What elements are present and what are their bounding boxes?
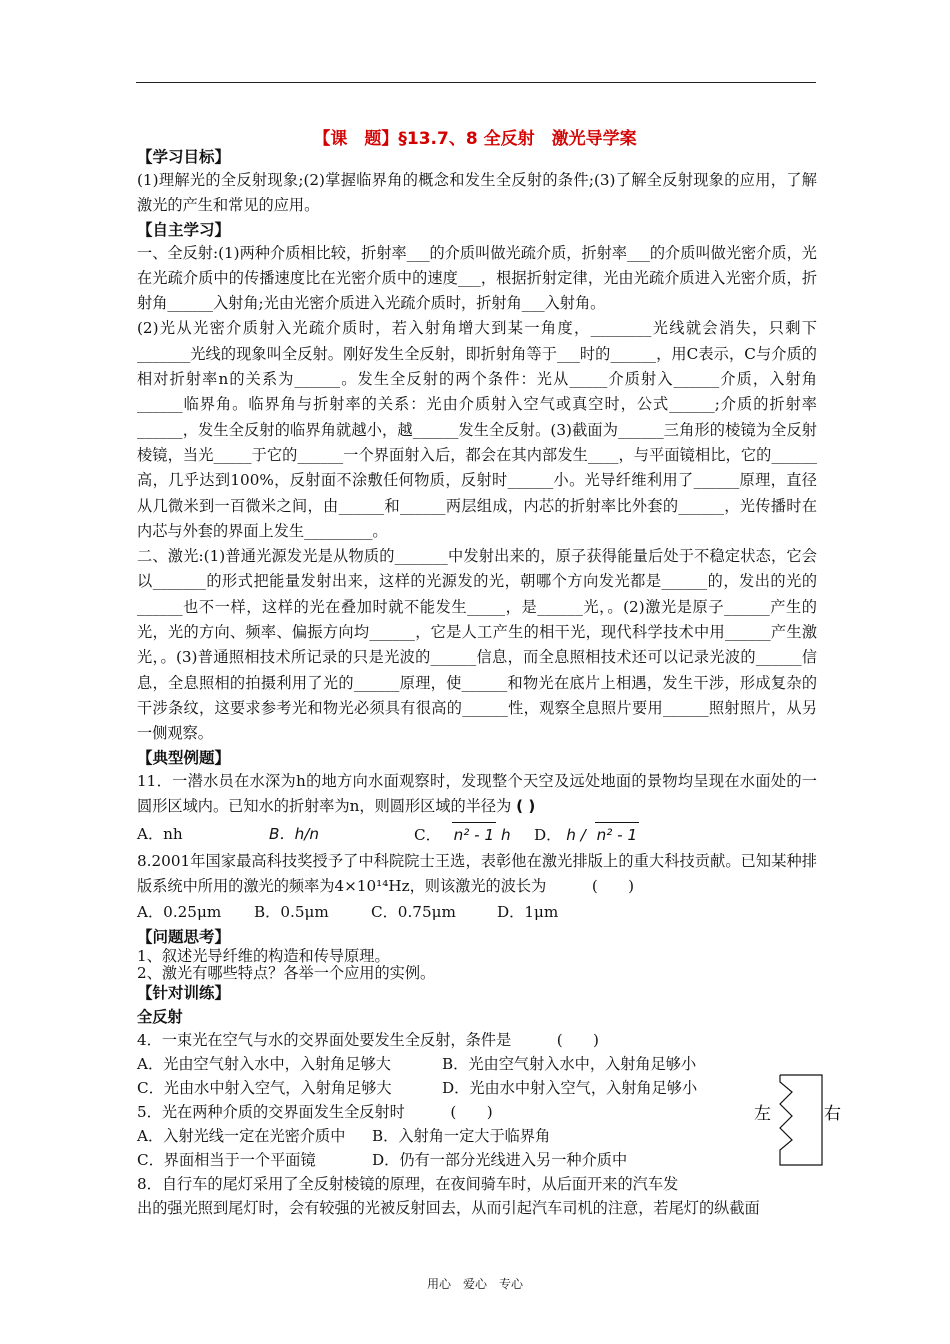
question-5-options-row2 xyxy=(137,1148,817,1172)
heading-think: 【问题思考】 xyxy=(137,927,231,946)
q8-option-a: A．0.25μm xyxy=(137,902,222,921)
question-4: 4．一束光在空气与水的交界面处要发生全反射，条件是 ( ) xyxy=(137,1030,599,1049)
q11-option-c-label: C． xyxy=(414,826,441,845)
heading-examples: 【典型例题】 xyxy=(137,748,231,767)
question-11-text: 11．一潜水员在水深为h的地方向水面观察时，发现整个天空及远处地面的景物均呈现在水面处的一圆形区域内。已知水的折射率为n，则圆形区域的半径为 xyxy=(137,771,817,815)
question-4-options-row1 xyxy=(137,1052,817,1076)
q5-option-c: C．界面相当于一个平面镜 xyxy=(137,1150,316,1169)
page-footer: 用心 爱心 专心 xyxy=(426,1277,523,1291)
question-4-options-row2 xyxy=(137,1076,817,1100)
q11-option-d xyxy=(534,822,639,847)
self-study-total-reflection-1: 一、全反射:(1)两种介质相比较，折射率___的介质叫做光疏介质，折射率___的介质叫做光密介质，光在光疏介质中的传播速度比在光密介质中的速度___，根据折射定律，光由光疏介质进入光密介质，折射角______入射角;光由光密介质进入光疏介质时，折射角___入射角。 xyxy=(137,243,817,313)
q8-option-c: C．0.75μm xyxy=(371,902,456,921)
heading-goals: 【学习目标】 xyxy=(137,148,231,166)
diagram-right-label: 右 xyxy=(824,1104,841,1124)
q11-option-d-h: h / xyxy=(566,826,586,845)
diagram-left-label: 左 xyxy=(754,1104,771,1124)
q5-option-a: A．入射光线一定在光密介质中 xyxy=(137,1126,346,1145)
header-rule xyxy=(136,82,816,83)
q4-option-d: D．光由水中射入空气，入射角足够小 xyxy=(442,1078,698,1097)
question-11-options xyxy=(137,822,817,847)
q11-option-d-radical: n² - 1 xyxy=(595,822,640,847)
self-study-total-reflection-2: (2)光从光密介质射入光疏介质时，若入射角增大到某一角度，________光线就会消失，只剩下_______光线的现象叫全反射。刚好发生全反射，即折射角等于___时的______，用C表示，C与介质的相对折射率n的关系为______。发生全反射的两个条件：光从_____介质射入______介质，入射角______临界角。临界角与折射率的关系：光由介质射入空气或真空时，公式______;介质的折射率______，发生全反射的临界角就越小，越______发生全反射。(3)截面为______三角形的棱镜为全反射棱镜，当光_____于它的______一个界面射入后，都会在其内部发生____，与平面镜相比，它的______高，几乎达到100%，反射面不涂敷任何物质，反射时______小。光导纤维利用了______原理，直径从几微米到一百微米之间，由______和______两层组成，内芯的折射率比外套的______，光传播时在内芯与外套的界面上发生_________。 xyxy=(137,319,817,540)
goals-text: (1)理解光的全反射现象;(2)掌握临界角的概念和发生全反射的条件;(3)了解全反射现象的应用，了解激光的产生和常见的应用。 xyxy=(137,171,817,215)
q11-option-c-radical: n² - 1 xyxy=(452,822,497,847)
question-11-paren: ( ) xyxy=(516,796,536,815)
taillight-diagram xyxy=(752,1070,842,1170)
heading-self-study: 【自主学习】 xyxy=(137,220,231,239)
q11-option-b: B．h/n xyxy=(269,825,319,844)
page-title: 【课 题】§13.7、8 全反射 激光导学案 xyxy=(313,129,637,149)
q4-option-a: A．光由空气射入水中，入射角足够大 xyxy=(137,1054,391,1073)
q11-option-d-label: D． xyxy=(534,826,562,845)
q4-option-b: B．光由空气射入水中，入射角足够小 xyxy=(442,1054,697,1073)
think-item-2: 2、激光有哪些特点？各举一个应用的实例。 xyxy=(137,963,436,982)
document-body xyxy=(137,146,817,1220)
q8-option-b: B．0.5μm xyxy=(254,902,329,921)
q4-option-c: C．光由水中射入空气，入射角足够大 xyxy=(137,1078,392,1097)
question-8-taillight-line1: 8．自行车的尾灯采用了全反射棱镜的原理，在夜间骑车时，从后面开来的汽车发 xyxy=(137,1174,679,1193)
think-item-1: 1、叙述光导纤维的构造和传导原理。 xyxy=(137,946,390,965)
question-5: 5．光在两种介质的交界面发生全反射时 ( ) xyxy=(137,1102,493,1121)
question-8-laser: 8.2001年国家最高科技奖授予了中科院院士王选，表彰他在激光排版上的重大科技贡献。已知某种排版系统中所用的激光的频率为4×10¹⁴Hz，则该激光的波长为 ( ) xyxy=(137,852,817,896)
question-8-taillight-line2: 出的强光照到尾灯时，会有较强的光被反射回去，从而引起汽车司机的注意，若尾灯的纵截面 xyxy=(137,1198,760,1217)
q5-option-b: B．入射角一定大于临界角 xyxy=(372,1126,551,1145)
question-8-laser-options xyxy=(137,900,817,924)
heading-training: 【针对训练】 xyxy=(137,983,231,1002)
q11-option-c-h: h xyxy=(500,826,511,845)
taillight-cross-section xyxy=(752,1070,842,1170)
q8-option-d: D．1μm xyxy=(497,902,559,921)
q11-option-c xyxy=(414,822,534,847)
subheading-total-reflection: 全反射 xyxy=(137,1007,183,1026)
q11-option-a: A．nh xyxy=(137,825,183,844)
question-5-options-row1 xyxy=(137,1124,817,1148)
question-11 xyxy=(137,769,817,820)
q5-option-d: D．仍有一部分光线进入另一种介质中 xyxy=(372,1150,628,1169)
self-study-laser: 二、激光:(1)普通光源发光是从物质的_______中发射出来的，原子获得能量后处于不稳定状态，它会以_______的形式把能量发射出来，这样的光源发的光，朝哪个方向发光都是______的，发出的光的______也不一样，这样的光在叠加时就不能发生_____，是______光，。(2)激光是原子______产生的光，光的方向、频率、偏振方向均______，它是人工产生的相干光，现代科学技术中用______产生激光，。(3)普通照相技术所记录的只是光波的______信息，而全息照相技术还可以记录光波的______信息，全息照相的拍摄利用了光的______原理，使______和物光在底片上相遇，发生干涉，形成复杂的干涉条纹，这要求参考光和物光必须具有很高的______性，观察全息照片要用______照射照片，从另一侧观察。 xyxy=(137,547,817,743)
